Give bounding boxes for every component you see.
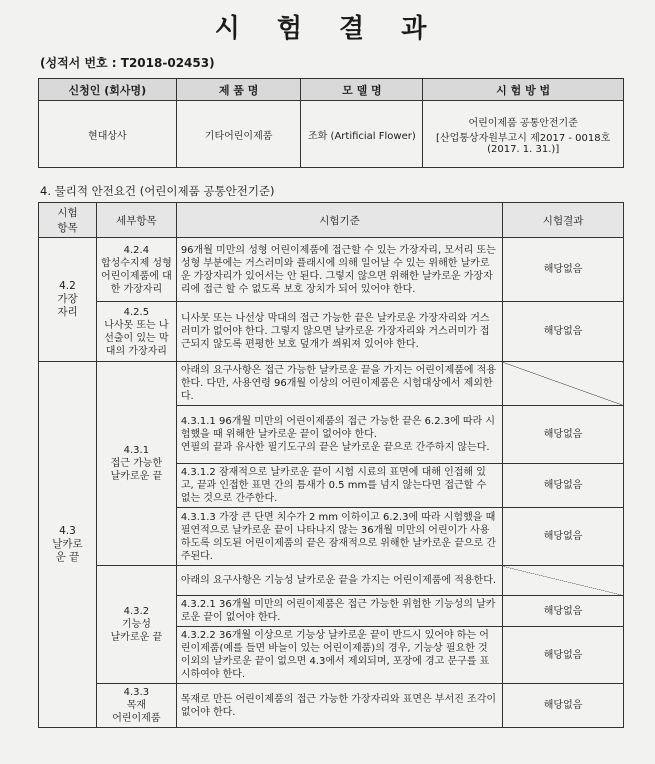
sub-item-4-3-2: 4.3.2 기능성 날카로운 끝 (96, 566, 176, 684)
result-4-3-3: 해당없음 (503, 684, 624, 728)
criteria-4-3-3: 목재로 만든 어린이제품의 접근 가능한 가장자리와 표면은 부서진 조각이 없어야 한다. (176, 684, 502, 728)
model-name-value: 조화 (Artificial Flower) (301, 101, 423, 168)
sub-item-4-3-1: 4.3.1 접근 가능한 날카로운 끝 (96, 362, 176, 566)
header-result: 시험결과 (503, 203, 624, 238)
table-row (39, 566, 624, 596)
header-test-method: 시 험 방 법 (423, 79, 624, 101)
table-row (39, 302, 624, 362)
header-applicant: 신청인 (회사명) (39, 79, 177, 101)
header-sub-item: 세부항목 (96, 203, 176, 238)
criteria-4-3-1-1: 4.3.1.1 96개월 미만의 어린이제품의 접근 가능한 끝은 6.2.3에 따라 시험했을 때 위해한 날카로운 끝이 없어야 한다. 연필의 끝과 유사한 필기도구의 끝은 날카로운 끝으로 간주하지 않는다. (176, 406, 502, 464)
criteria-4-2-4: 96개월 미만의 성형 어린이제품에 접근할 수 있는 가장자리, 모서리 또는 성형 부분에는 거스러미와 플래시에 의해 일어날 수 있는 위해한 날카로운 가장자리가 있어서는 안 된다. 그렇지 않으면 위해한 날카로운 가장자리에 접근 할 수 없도록 보호 장치가 되어 있어야 한다. (176, 238, 502, 302)
applicant-value: 현대상사 (39, 101, 177, 168)
product-name-value: 기타어린이제품 (176, 101, 301, 168)
result-4-2-5: 해당없음 (503, 302, 624, 362)
info-header-row (39, 79, 624, 101)
test-results-table (38, 202, 624, 728)
criteria-4-3-1-3: 4.3.1.3 가장 큰 단면 치수가 2 mm 이하이고 6.2.3에 따라 시험했을 때 필연적으로 날카로운 끝이 나타나지 않는 36개월 미만의 어린이가 사용하도록 의도된 어린이제품의 끝은 잠재적으로 위해한 날카로운 끝으로 간주된다. (176, 508, 502, 566)
table-row (39, 362, 624, 406)
result-4-3-2-1: 해당없음 (503, 596, 624, 627)
test-method-value: 어린이제품 공통안전기준 [산업통상자원부고시 제2017 - 0018호 (2017. 1. 31.)] (423, 101, 624, 168)
result-4-3-1-1: 해당없음 (503, 406, 624, 464)
result-4-3-1-2: 해당없음 (503, 464, 624, 508)
sub-item-4-2-4: 4.2.4 합성수지제 성형 어린이제품에 대 한 가장자리 (96, 238, 176, 302)
header-criteria: 시험기준 (176, 203, 502, 238)
section-heading: 4. 물리적 안전요건 (어린이제품 공통안전기준) (40, 184, 275, 198)
result-not-applicable-slash (503, 566, 624, 596)
table-row (39, 684, 624, 728)
result-not-applicable-slash (503, 362, 624, 406)
certificate-number: (성적서 번호 : T2018-02453) (40, 56, 215, 70)
sub-item-4-2-5: 4.2.5 나사못 또는 나 선출이 있는 막 대의 가장자리 (96, 302, 176, 362)
criteria-4-3-1: 아래의 요구사항은 접근 가능한 날카로운 끝을 가지는 어린이제품에 적용한다. 다만, 사용연령 96개월 이상의 어린이제품은 시험대상에서 제외한다. (176, 362, 502, 406)
category-sharp-points: 4.3 날카로 운 끝 (39, 362, 97, 728)
result-4-2-4: 해당없음 (503, 238, 624, 302)
info-data-row (39, 101, 624, 168)
results-header-row (39, 203, 624, 238)
header-model-name: 모 델 명 (301, 79, 423, 101)
applicant-info-table (38, 78, 624, 168)
criteria-4-3-1-2: 4.3.1.2 잠재적으로 날카로운 끝이 시험 시료의 표면에 대해 인접해 있고, 끝과 인접한 표면 간의 틈새가 0.5 mm를 넘지 않는다면 접근할 수 없는 것으로 간주한다. (176, 464, 502, 508)
page-title: 시 험 결 과 (214, 14, 441, 44)
criteria-4-3-2: 아래의 요구사항은 기능성 날카로운 끝을 가지는 어린이제품에 적용한다. (176, 566, 502, 596)
criteria-4-2-5: 니사못 또는 나선상 막대의 접근 가능한 끝은 날카로운 가장자리와 거스러미가 없어야 한다. 그렇지 않으면 날카로운 가장자리와 거스러미가 접근되지 않도록 편평한 보호 덮개가 씌워져 있어야 한다. (176, 302, 502, 362)
criteria-4-3-2-2: 4.3.2.2 36개월 이상으로 기능상 날카로운 끝이 반드시 있어야 하는 어린이제품(예를 들면 바늘이 있는 어린이제품)의 경우, 기능상 필요한 것 이외의 날카로운 끝이 없으면 4.3에서 제외되며, 포장에 경고 문구를 표시하여야 한다. (176, 627, 502, 684)
header-product-name: 제 품 명 (176, 79, 301, 101)
table-row (39, 238, 624, 302)
result-4-3-2-2: 해당없음 (503, 627, 624, 684)
sub-item-4-3-3: 4.3.3 목재 어린이제품 (96, 684, 176, 728)
criteria-4-3-2-1: 4.3.2.1 36개월 미만의 어린이제품은 접근 가능한 위험한 기능성의 날카로운 끝이 없어야 한다. (176, 596, 502, 627)
header-test-item: 시험 항목 (39, 203, 97, 238)
category-edges: 4.2 가장 자리 (39, 238, 97, 362)
result-4-3-1-3: 해당없음 (503, 508, 624, 566)
